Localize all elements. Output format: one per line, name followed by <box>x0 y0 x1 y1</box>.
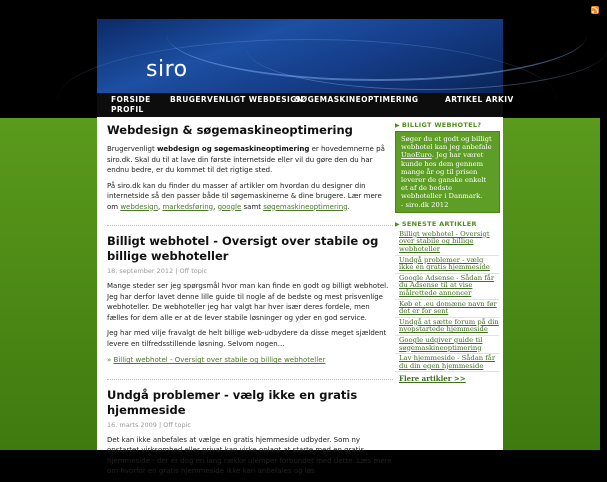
link-google[interactable]: google <box>217 202 242 211</box>
nav-item-forside[interactable]: FORSIDE PROFIL <box>111 95 151 114</box>
arrow-icon: » <box>107 356 112 364</box>
list-item <box>395 230 499 256</box>
post-title[interactable]: Undgå problemer - vælg ikke en gratis hjemmeside <box>107 387 358 417</box>
arrow-icon: ▶ <box>395 220 400 228</box>
post-meta <box>107 267 393 275</box>
intro-text-part: samt <box>241 202 264 211</box>
list-item <box>395 300 499 318</box>
articles-heading <box>395 220 501 228</box>
sidebar <box>395 121 501 383</box>
article-link[interactable]: Undgå at sætte forum på din nyopstartede hjemmeside <box>399 317 499 334</box>
nav-item-seo[interactable]: SØGEMASKINEOPTIMERING <box>295 95 419 104</box>
list-item <box>395 318 499 336</box>
separator: | <box>156 420 164 429</box>
intro-text-part: På siro.dk kan du finder du masser af artikler om hvordan du designer din internetside så den passer både til søgemaskinerne & dine brugere. Lær mere om <box>107 181 382 211</box>
intro-text-part: er hovedemnerne på siro.dk. Skal du til at lave din første internetside eller vil du gøre den du har endnu bedre, er du kommet til det rigtige sted. <box>107 145 385 174</box>
separator: , <box>158 202 163 211</box>
link-webdesign[interactable]: webdesign <box>120 202 159 211</box>
promo-text: Søger du et godt og billigt webhotel kan jeg anbefale <box>401 135 492 152</box>
post-meta <box>107 421 393 429</box>
post-gratis-hjemmeside <box>107 388 393 477</box>
promo-box <box>395 131 500 213</box>
promo-text: . Jeg har været kunde hos dem gennem mange år og til prisen leverer de ganske enkelt et af de bedste webhoteller i Danmark. <box>401 151 487 201</box>
divider <box>107 379 393 380</box>
read-more-link[interactable]: Billigt webhotel - Oversigt over stabile og billige webhoteller <box>113 356 326 364</box>
recent-articles-list <box>395 230 499 373</box>
post-body <box>107 435 393 477</box>
nav-item-archive[interactable]: ARTIKEL ARKIV <box>445 95 514 104</box>
intro-bold: webdesign og søgemaskineoptimering <box>156 145 310 153</box>
main-column <box>107 123 393 482</box>
intro-title: Webdesign & søgemaskineoptimering <box>107 123 353 137</box>
post-paragraph: Det kan ikke anbefales at vælge en gratis hjemmeside udbyder. Som ny opstartet virksomhed eller privat kan virke oplagt at starte med en gratis hjemmeside - der er dog en lang række ulemper forbundet med dette. Læs mere om hvorfor en gratis hjemmeside ikke kan anbefales og løs <box>107 435 392 475</box>
post-category[interactable]: Off topic <box>179 267 208 275</box>
article-link[interactable]: Billigt webhotel - Oversigt over stabile og billige webhoteller <box>399 229 490 254</box>
intro-text-part: Brugervenligt <box>107 145 157 153</box>
link-markedsforing[interactable]: markedsføring <box>162 202 214 211</box>
divider <box>107 225 393 226</box>
promo-heading <box>395 121 501 129</box>
separator: , <box>213 202 218 211</box>
post-paragraph: Jeg har med vilje fravalgt de helt billige web-udbydere da disse meget sjældent levere en tilfredsstillende løsning. Selvom nogen... <box>107 329 387 348</box>
list-item <box>395 354 499 372</box>
article-link[interactable]: Lav hjemmeside - Sådan får du din egen hjemmeside <box>399 354 496 370</box>
nav-item-webdesign[interactable]: BRUGERVENLIGT WEBDESIGN <box>170 95 304 104</box>
article-link[interactable]: Undgå problemer - vælg ikke en gratis hjemmeside <box>399 255 490 272</box>
intro-text <box>107 144 393 212</box>
list-item <box>395 336 499 354</box>
article-link[interactable]: Google Adsense - Sådan får du Adsense til at vise målrettede annoncer <box>399 273 495 297</box>
article-link[interactable]: Køb et .eu domæne navn før det er for sent <box>399 299 497 316</box>
main-navigation <box>97 93 514 117</box>
post-date: 16. marts 2009 <box>107 420 157 429</box>
intro-section <box>107 123 393 225</box>
post-webhotel <box>107 234 393 379</box>
promo-heading-text: BILLIGT WEBHOTEL? <box>401 121 482 129</box>
site-logo[interactable]: siro <box>146 57 188 82</box>
content-area <box>97 117 503 475</box>
promo-link[interactable]: UnoEuro <box>401 151 432 160</box>
separator: | <box>173 267 180 275</box>
list-item <box>395 274 499 300</box>
page-wrapper <box>97 0 514 475</box>
post-date: 18. september 2012 <box>107 267 174 275</box>
more-articles-link[interactable]: Flere artikler >> <box>399 374 466 384</box>
post-body <box>107 281 393 366</box>
intro-text-part: . <box>347 202 350 211</box>
article-link[interactable]: Google udgiver guide til søgemaskineoptimering <box>399 335 483 352</box>
promo-signature: - siro.dk 2012 <box>401 200 449 209</box>
post-category[interactable]: Off topic <box>163 420 191 429</box>
post-paragraph: Mange steder ser jeg spørgsmål hvor man kan finde en godt og billigt webhotel. Jeg har derfor lavet denne lille guide til nogle af de bedste og mest prisvenlige webhoteller. De webhoteller jeg har valgt har hver især deres fordele, men fælles for dem alle er at de lever stabile løsninger og yder en god service. <box>107 282 389 322</box>
rss-icon[interactable] <box>591 6 599 14</box>
post-title[interactable]: Billigt webhotel - Oversigt over stabile og billige webhoteller <box>107 234 379 263</box>
articles-heading-text: SENESTE ARTIKLER <box>401 219 477 228</box>
link-seo[interactable]: søgemaskineoptimering <box>263 202 348 211</box>
arrow-icon: ▶ <box>395 122 400 129</box>
site-header <box>97 19 503 93</box>
list-item <box>395 256 499 274</box>
